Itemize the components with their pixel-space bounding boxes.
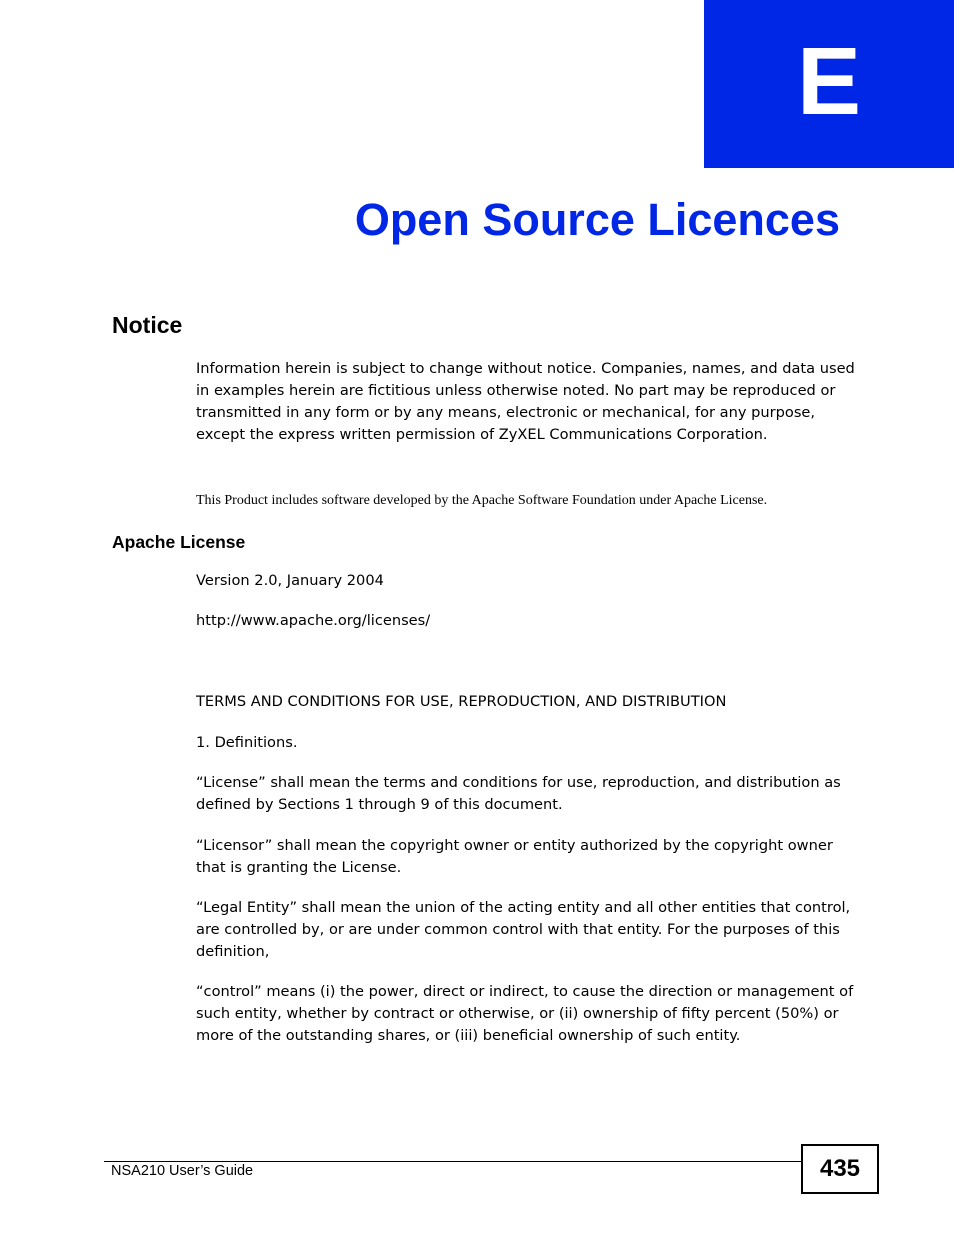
page-number: 435 [819, 1155, 861, 1182]
page-number-box [801, 1144, 879, 1194]
apache-license-heading: Apache License [112, 532, 246, 552]
chapter-letter: E [796, 28, 862, 135]
definition-legal-entity: “Legal Entity” shall mean the union of the acting entity and all other entities that control, are controlled by, or are under common control with that entity. For the purposes of this definition, [196, 899, 851, 960]
footer-guide-name: NSA210 User’s Guide [111, 1163, 254, 1179]
terms-heading: TERMS AND CONDITIONS FOR USE, REPRODUCTION, AND DISTRIBUTION [196, 693, 727, 710]
license-url: http://www.apache.org/licenses/ [196, 612, 431, 629]
definition-licensor: “Licensor” shall mean the copyright owner or entity authorized by the copyright owner that is granting the License. [196, 837, 833, 876]
chapter-letter-tab [704, 0, 954, 168]
notice-body: Information herein is subject to change without notice. Companies, names, and data used in examples herein are fictitious unless otherwise noted. No part may be reproduced or transmitted in any form or by any means, electronic or mechanical, for any purpose, except the express written permission of ZyXEL Communications Corporation. [196, 360, 855, 443]
definition-control: “control” means (i) the power, direct or indirect, to cause the direction or management of such entity, whether by contract or otherwise, or (ii) ownership of fifty percent (50%) or more of the outstanding shares, or (iii) beneficial ownership of such entity. [196, 983, 854, 1044]
notice-heading: Notice [112, 312, 183, 338]
chapter-title: Open Source Licences [354, 194, 840, 245]
definitions-heading: 1. Definitions. [196, 734, 298, 751]
license-version: Version 2.0, January 2004 [196, 572, 384, 589]
definition-license: “License” shall mean the terms and conditions for use, reproduction, and distribution as defined by Sections 1 through 9 of this document. [196, 774, 841, 813]
apache-note: This Product includes software developed by the Apache Software Foundation under Apache License. [196, 493, 768, 508]
